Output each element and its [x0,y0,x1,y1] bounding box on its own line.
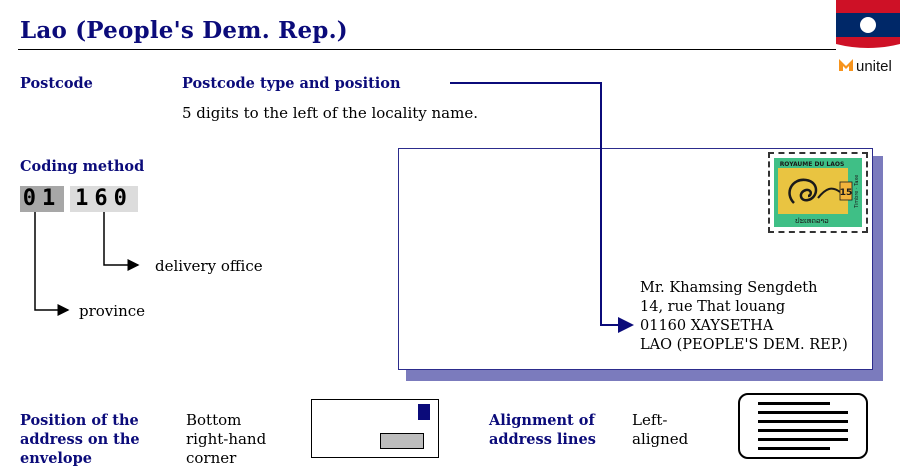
address-line: 01160 XAYSETHA [640,318,774,334]
position-value: Bottom right-hand corner [186,411,267,467]
postcode-type-text: 5 digits to the left of the locality name. [182,104,478,122]
stamp-side-text: Timbre · Taxe [854,174,860,208]
stamp-bottom-text: ປະເທດລາວ [795,217,829,225]
province-digits: 01 [20,186,64,212]
stamp-icon [768,152,868,233]
postcode-label: Postcode [20,75,93,92]
address-line: Mr. Khamsing Sengdeth [640,280,818,296]
line-bar [758,420,848,423]
line-bar [758,429,848,432]
aligned-lines-icon [738,393,868,459]
envelope-icon [311,399,439,458]
brand-name: unitel [856,58,892,75]
line-bar [758,402,830,405]
position-label: Position of the address on the envelope [20,412,140,467]
address-line: LAO (PEOPLE'S DEM. REP.) [640,337,848,353]
postcode-type-label: Postcode type and position [182,75,401,92]
line-bar [758,447,830,450]
line-bar [758,438,848,441]
line-bar [758,411,848,414]
address-line: 14, rue That louang [640,299,786,315]
address-marker [380,433,424,449]
address-block [640,279,848,355]
delivery-office-digits: 160 [70,186,138,212]
alignment-label: Alignment of address lines [489,412,596,448]
coding-method-label: Coding method [20,158,145,175]
stamp-top-text: ROYAUME DU LAOS [779,161,845,168]
page-title: Lao (People's Dem. Rep.) [20,17,348,44]
stamp-marker [418,404,430,420]
province-label: province [79,302,146,320]
delivery-office-label: delivery office [155,257,263,275]
alignment-value: Left- aligned [632,411,689,448]
stamp-value: 15 [839,188,853,198]
